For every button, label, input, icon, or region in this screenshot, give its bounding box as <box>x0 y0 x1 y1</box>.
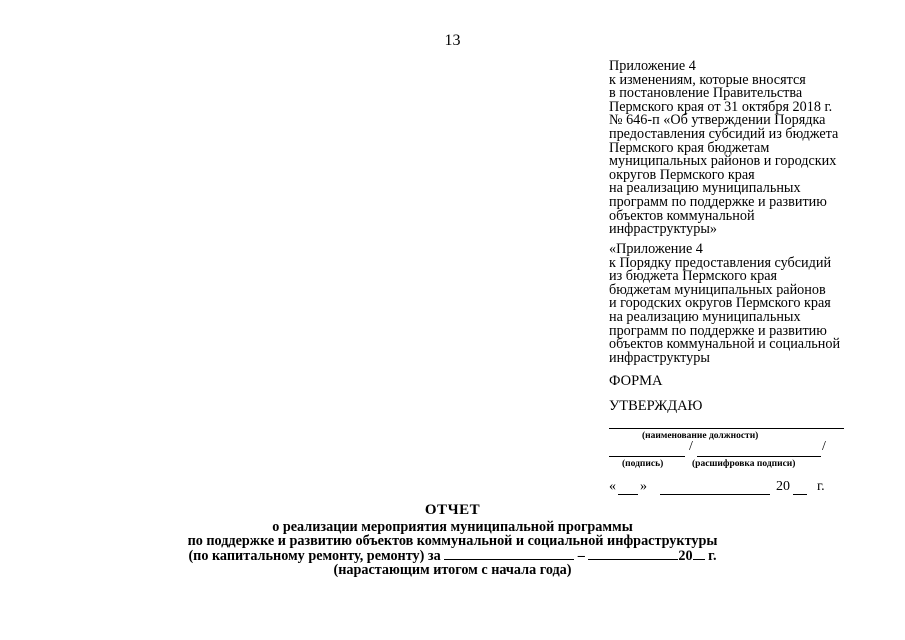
decoding-line <box>697 456 821 457</box>
appendix-amendment-line: инфраструктуры» <box>609 221 717 238</box>
report-subtitle-line-2: по поддержке и развитию объектов коммунальной и социальной инфраструктуры <box>187 533 718 549</box>
appendix-amendment-line: в постановление Правительства <box>609 85 803 102</box>
report-period-year: 20 <box>678 548 693 564</box>
appendix-amendment-line: Пермского края бюджетам <box>609 139 770 156</box>
appendix-order-line: «Приложение 4 <box>609 241 703 257</box>
appendix-amendment-line: № 646-п «Об утверждении Порядка <box>609 112 826 129</box>
report-period-end-blank <box>588 548 678 560</box>
appendix-amendment-line: округов Пермского края <box>609 166 755 183</box>
report-period-year-blank <box>693 548 705 560</box>
report-subtitle <box>0 520 905 577</box>
report-period-prefix: (по капитальному ремонту, ремонту) за <box>188 548 441 564</box>
signature-caption: (подпись) <box>622 459 664 469</box>
report-title: ОТЧЕТ <box>424 502 481 518</box>
appendix-amendment-line: Пермского края от 31 октября 2018 г. <box>609 98 833 115</box>
report-subtitle-line-3 <box>0 548 905 563</box>
approval-year-suffix: г. <box>817 479 825 494</box>
approval-year-prefix: 20 <box>776 479 790 494</box>
approval-day-blank <box>618 494 638 495</box>
report-subtitle-line-1: о реализации мероприятия муниципальной программы <box>272 519 633 535</box>
appendix-order-line: к Порядку предоставления субсидий <box>609 254 832 271</box>
appendix-amendment-line: объектов коммунальной <box>609 207 755 224</box>
appendix-order-line: бюджетам муниципальных районов <box>609 281 826 298</box>
report-period-dash: – <box>577 548 585 564</box>
approval-date-open-quote: « <box>609 479 616 494</box>
appendix-order-line: из бюджета Пермского края <box>609 268 778 285</box>
approval-year-blank <box>793 494 807 495</box>
approval-title: УТВЕРЖДАЮ <box>609 398 703 414</box>
appendix-amendment-line: Приложение 4 <box>609 58 696 74</box>
report-period-start-blank <box>444 548 574 560</box>
decoding-slash: / <box>822 439 826 454</box>
appendix-order-line: и городских округов Пермского края <box>609 295 831 312</box>
signature-slash: / <box>689 439 693 454</box>
appendix-amendment-line: муниципальных районов и городских <box>609 153 837 170</box>
appendix-amendment-line: к изменениям, которые вносятся <box>609 71 806 88</box>
appendix-order-line: объектов коммунальной и социальной <box>609 336 841 353</box>
position-line <box>609 428 844 429</box>
approval-month-blank <box>660 494 770 495</box>
appendix-order-block <box>609 243 899 365</box>
report-period-suffix: г. <box>708 548 717 564</box>
form-label: ФОРМА <box>609 373 663 389</box>
position-caption: (наименование должности) <box>642 431 759 441</box>
signature-line <box>609 456 685 457</box>
appendix-amendment-line: предоставления субсидий из бюджета <box>609 125 839 142</box>
appendix-amendment-line: программ по поддержке и развитию <box>609 193 827 210</box>
appendix-order-line: на реализацию муниципальных <box>609 308 801 325</box>
report-subtitle-line-4: (нарастающим итогом с начала года) <box>333 562 572 578</box>
appendix-amendment-line: на реализацию муниципальных <box>609 180 801 197</box>
appendix-order-line: программ по поддержке и развитию <box>609 322 827 339</box>
appendix-order-line: инфраструктуры <box>609 349 710 366</box>
appendix-amendment-block <box>609 60 899 237</box>
decoding-caption: (расшифровка подписи) <box>692 459 796 469</box>
approval-date-close-quote: » <box>640 479 647 494</box>
page-number: 13 <box>444 32 461 49</box>
